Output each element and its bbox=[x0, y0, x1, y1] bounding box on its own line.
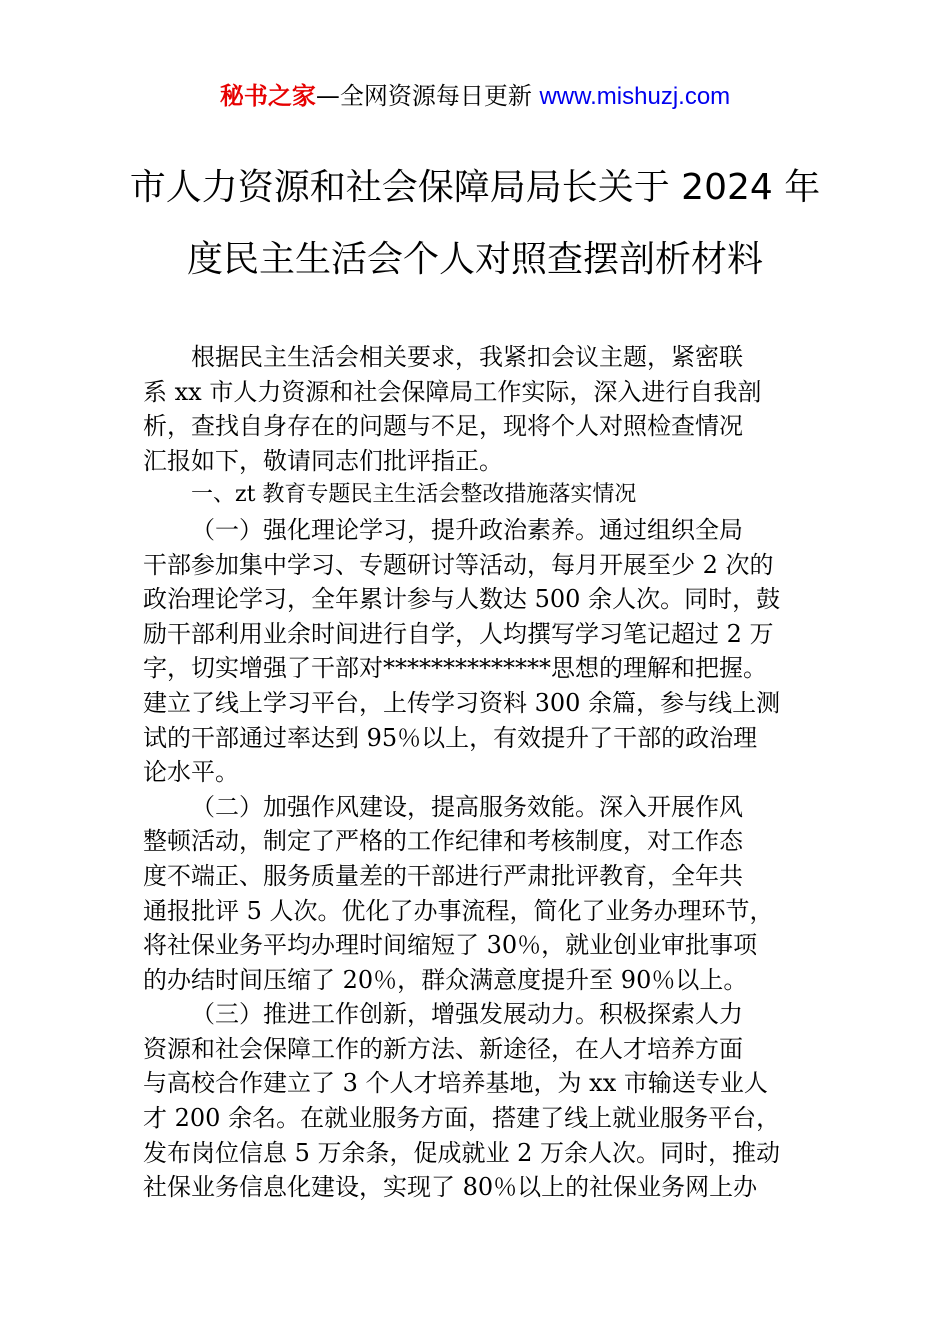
site-tagline: —全网资源每日更新 bbox=[315, 82, 540, 110]
text-line: 析，查找自身存在的问题与不足，现将个人对照检查情况 bbox=[143, 412, 743, 441]
document-title-line-1: 市人力资源和社会保障局局长关于 2024 年 bbox=[129, 167, 821, 208]
text-line: 励干部利用业余时间进行自学，人均撰写学习笔记超过 2 万 bbox=[143, 619, 774, 648]
site-brand: 秘书之家 bbox=[219, 82, 316, 110]
text-line: 与高校合作建立了 3 个人才培养基地，为 xx 市输送专业人 bbox=[143, 1069, 768, 1098]
text-line: 整顿活动，制定了严格的工作纪律和考核制度，对工作态 bbox=[143, 827, 743, 856]
text-line: 度不端正、服务质量差的干部进行严肃批评教育，全年共 bbox=[143, 861, 743, 890]
text-line: 资源和社会保障工作的新方法、新途径，在人才培养方面 bbox=[143, 1034, 743, 1063]
text-line: 试的干部通过率达到 95％以上，有效提升了干部的政治理 bbox=[143, 723, 758, 752]
text-line: 根据民主生活会相关要求，我紧扣会议主题，紧密联 bbox=[191, 343, 743, 371]
text-line: 发布岗位信息 5 万余条，促成就业 2 万余人次。同时，推动 bbox=[143, 1138, 781, 1167]
text-line: 才 200 余名。在就业服务方面，搭建了线上就业服务平台， bbox=[143, 1104, 781, 1133]
document-body bbox=[143, 340, 807, 1205]
section-paragraph-1 bbox=[143, 513, 807, 790]
text-line: 将社保业务平均办理时间缩短了 30％，就业创业审批事项 bbox=[143, 931, 758, 960]
text-line: 建立了线上学习平台，上传学习资料 300 余篇，参与线上测 bbox=[143, 688, 781, 717]
intro-paragraph bbox=[143, 340, 807, 478]
text-line: 一、zt 教育专题民主生活会整改措施落实情况 bbox=[191, 482, 637, 508]
text-line: （一）强化理论学习，提升政治素养。通过组织全局 bbox=[191, 515, 743, 544]
site-url-link[interactable]: www.mishuzj.com bbox=[539, 83, 731, 110]
section-paragraph-3 bbox=[143, 997, 807, 1205]
text-line: （二）加强作风建设，提高服务效能。深入开展作风 bbox=[191, 792, 743, 821]
text-line: 社保业务信息化建设，实现了 80％以上的社保业务网上办 bbox=[143, 1173, 758, 1202]
section-paragraph-2 bbox=[143, 790, 807, 998]
text-line: 汇报如下，敬请同志们批评指正。 bbox=[143, 446, 503, 475]
text-line: （三）推进工作创新，增强发展动力。积极探索人力 bbox=[191, 1000, 743, 1029]
section-heading bbox=[143, 478, 807, 513]
text-line: 通报批评 5 人次。优化了办事流程，简化了业务办理环节， bbox=[143, 896, 774, 925]
site-header bbox=[0, 80, 950, 113]
text-line: 字，切实增强了干部对**************思想的理解和把握。 bbox=[143, 654, 767, 683]
text-line: 的办结时间压缩了 20％，群众满意度提升至 90％以上。 bbox=[143, 965, 748, 994]
document-title-line-2: 度民主生活会个人对照查摆剖析材料 bbox=[186, 239, 763, 280]
text-line: 系 xx 市人力资源和社会保障局工作实际，深入进行自我剖 bbox=[143, 377, 762, 406]
text-line: 干部参加集中学习、专题研讨等活动，每月开展至少 2 次的 bbox=[143, 550, 774, 579]
document-title bbox=[0, 152, 950, 296]
text-line: 论水平。 bbox=[143, 758, 239, 787]
text-line: 政治理论学习，全年累计参与人数达 500 余人次。同时，鼓 bbox=[143, 585, 781, 614]
